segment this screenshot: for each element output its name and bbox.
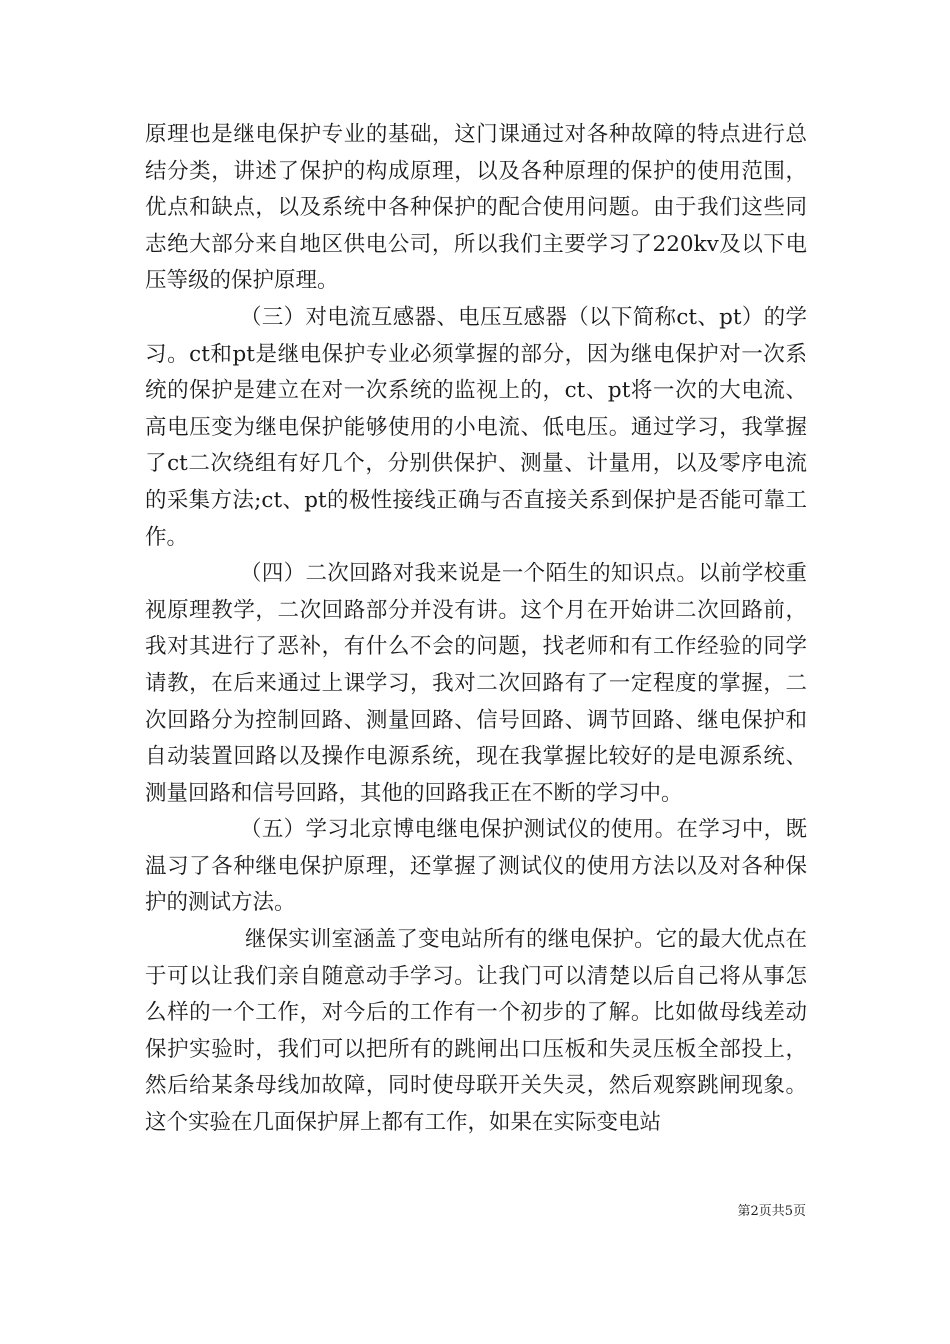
page-number-footer: 第2页共5页: [737, 1204, 806, 1219]
paragraph-1: 原理也是继电保护专业的基础，这门课通过对各种故障的特点进行总结分类，讲述了保护的构成原理，以及各种原理的保护的使用范围，优点和缺点，以及系统中各种保护的配合使用问题。由于我们这些同志绝大部分来自地区供电公司，所以我们主要学习了220kv及以下电压等级的保护原理。: [145, 122, 807, 294]
paragraph-2: （三）对电流互感器、电压互感器（以下简称ct、pt）的学习。ct和pt是继电保护专业必须掌握的部分，因为继电保护对一次系统的保护是建立在对一次系统的监视上的，ct、pt将一次的大电流、高电压变为继电保护能够使用的小电流、低电压。通过学习，我掌握了ct二次绕组有好几个，分别供保护、测量、计量用，以及零序电流的采集方法;ct、pt的极性接线正确与否直接关系到保护是否能可靠工作。: [145, 304, 807, 550]
paragraph-4: （五）学习北京博电继电保护测试仪的使用。在学习中，既温习了各种继电保护原理，还掌握了测试仪的使用方法以及对各种保护的测试方法。: [145, 817, 807, 916]
paragraph-3: （四）二次回路对我来说是一个陌生的知识点。以前学校重视原理教学，二次回路部分并没有讲。这个月在开始讲二次回路前，我对其进行了恶补，有什么不会的问题，找老师和有工作经验的同学请教，在后来通过上课学习，我对二次回路有了一定程度的掌握，二次回路分为控制回路、测量回路、信号回路、调节回路、继电保护和自动装置回路以及操作电源系统，现在我掌握比较好的是电源系统、测量回路和信号回路，其他的回路我正在不断的学习中。: [145, 561, 807, 806]
document-body: [145, 117, 807, 1142]
paragraph-5: 继保实训室涵盖了变电站所有的继电保护。它的最大优点在于可以让我们亲自随意动手学习。让我门可以清楚以后自己将从事怎么样的一个工作，对今后的工作有一个初步的了解。比如做母线差动保护实验时，我们可以把所有的跳闸出口压板和失灵压板全部投上，然后给某条母线加故障，同时使母联开关失灵，然后观察跳闸现象。这个实验在几面保护屏上都有工作，如果在实际变电站: [145, 927, 807, 1136]
